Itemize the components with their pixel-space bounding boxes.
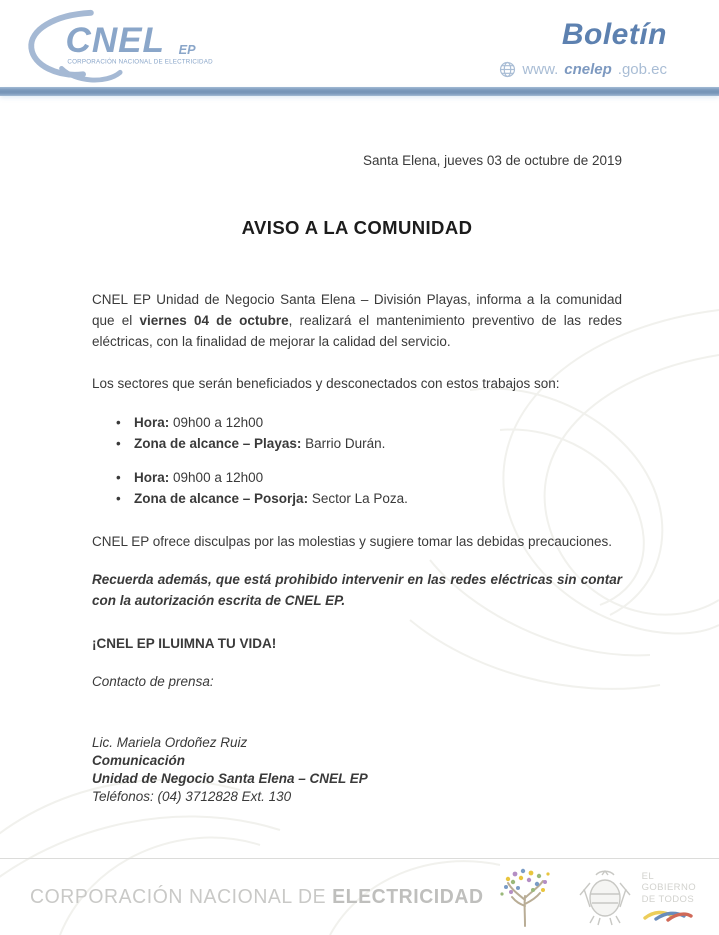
list-item-hora-posorja [92,467,622,488]
page-title: AVISO A LA COMUNIDAD [241,217,473,238]
contact-unit: Unidad de Negocio Santa Elena – CNEL EP [92,771,368,786]
ecuador-coat-of-arms-icon [576,867,634,927]
website-url [499,61,667,78]
government-text-column [642,871,704,924]
header-right [499,6,667,87]
corporation-bold: ELECTRICIDAD [332,885,484,908]
url-domain: cnelep [564,61,612,78]
paragraph-apology: CNEL EP ofrece disculpas por las molestias y sugiere tomar las debidas precauciones. [92,534,613,549]
government-text: EL GOBIERNO DE TODOS [641,870,696,905]
dateline: Santa Elena, jueves 03 de octubre de 2019 [363,153,622,168]
paragraph-intro [92,289,622,352]
government-logo-block [576,867,704,927]
list-item-hora-playas [92,412,622,433]
zona-label: Zona de alcance – Playas: [134,436,302,451]
footer [0,858,719,935]
logo-tagline: CORPORACIÓN NACIONAL DE ELECTRICIDAD [67,58,213,66]
contact-block [92,734,622,806]
bulletin-label: Boletín [561,18,667,51]
hora-value: 09h00 a 12h00 [173,415,264,430]
zona-label: Zona de alcance – Posorja: [134,491,309,506]
header-divider-bar [0,87,719,96]
url-suffix: .gob.ec [617,61,667,78]
intro-date-bold: viernes 04 de octubre [139,313,289,328]
header [0,0,719,87]
contact-name: Lic. Mariela Ordoñez Ruiz [92,735,248,750]
press-contact-label: Contacto de prensa: [92,674,214,689]
footer-logos [498,866,704,928]
contact-phones: Teléfonos: (04) 3712828 Ext. 130 [92,789,292,804]
contact-area: Comunicación [92,753,186,768]
corporation-regular: CORPORACIÓN NACIONAL DE [30,885,327,908]
zona-value: Barrio Durán. [305,436,386,451]
logo-brand-suffix: EP [178,42,196,57]
corporation-wordmark [30,886,484,909]
globe-icon [499,61,516,78]
letter-body [0,150,719,806]
list-item-zona-posorja [92,488,622,509]
zona-value: Sector La Poza. [311,491,408,506]
intro-text-post: , realizará el mantenimiento preventivo de las redes eléctricas, con la finalidad de mejorar la calidad del servicio. [92,313,622,349]
hora-label: Hora: [134,415,170,430]
url-prefix: www. [522,61,559,78]
legal-notice: Recuerda además, que está prohibido intervenir en las redes eléctricas sin contar con la autorización escrita de CNEL EP. [92,572,622,608]
intro-text-pre: CNEL EP Unidad de Negocio Santa Elena – División Playas, informa a la comunidad que el [92,292,622,328]
logo-brand-text: CNEL [65,20,165,60]
paragraph-sectors: Los sectores que serán beneficiados y desconectados con estos trabajos son: [92,376,560,391]
slogan: ¡CNEL EP ILUIMNA TU VIDA! [92,636,277,651]
government-swoosh-icon [642,908,694,923]
hora-label: Hora: [134,470,170,485]
bullet-list-playas [92,412,622,454]
tree-of-life-logo [498,866,554,928]
bullet-list-posorja [92,467,622,509]
cnel-logo [20,6,230,86]
list-item-zona-playas [92,433,622,454]
hora-value: 09h00 a 12h00 [173,470,264,485]
